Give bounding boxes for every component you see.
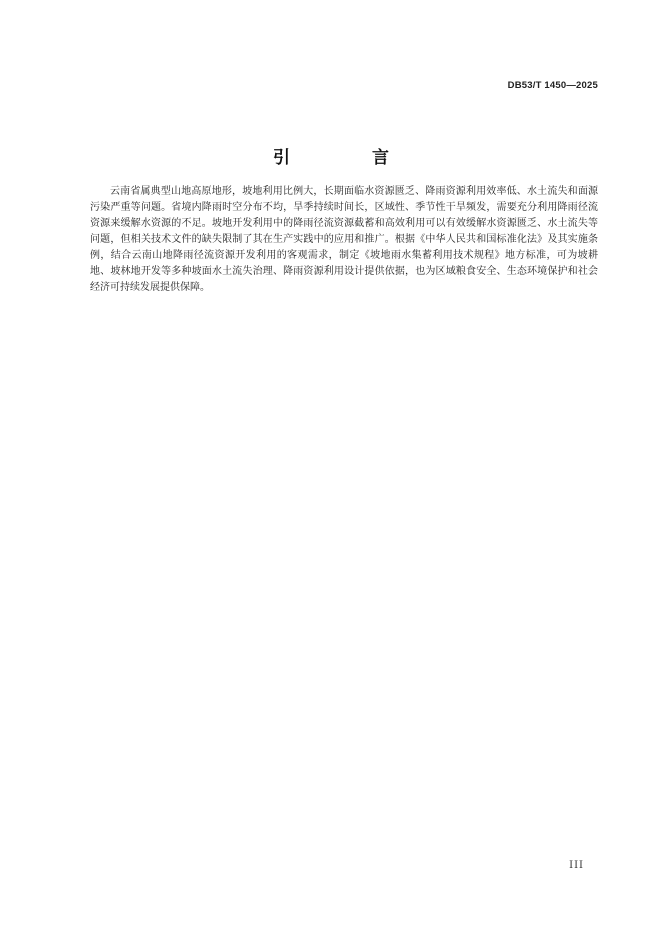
introduction-body [90, 184, 598, 296]
page-title: 引 言 [273, 148, 427, 168]
page-number: III [569, 860, 584, 871]
standard-code: DB53/T 1450—2025 [507, 80, 598, 91]
introduction-paragraph: 云南省属典型山地高原地形，坡地利用比例大，长期面临水资源匮乏、降雨资源利用效率低、水土流失和面源污染严重等问题。省境内降雨时空分布不均，旱季持续时间长，区域性、季节性干旱频发，需要充分利用降雨径流资源来缓解水资源的不足。坡地开发利用中的降雨径流资源截蓄和高效利用可以有效缓解水资源匮乏、水土流失等问题，但相关技术文件的缺失限制了其在生产实践中的应用和推广。根据《中华人民共和国标准化法》及其实施条例，结合云南山地降雨径流资源开发利用的客观需求，制定《坡地雨水集蓄利用技术规程》地方标准，可为坡耕地、坡林地开发等多种坡面水土流失治理、降雨资源利用设计提供依据，也为区域粮食安全、生态环境保护和社会经济可持续发展提供保障。 [90, 186, 598, 293]
